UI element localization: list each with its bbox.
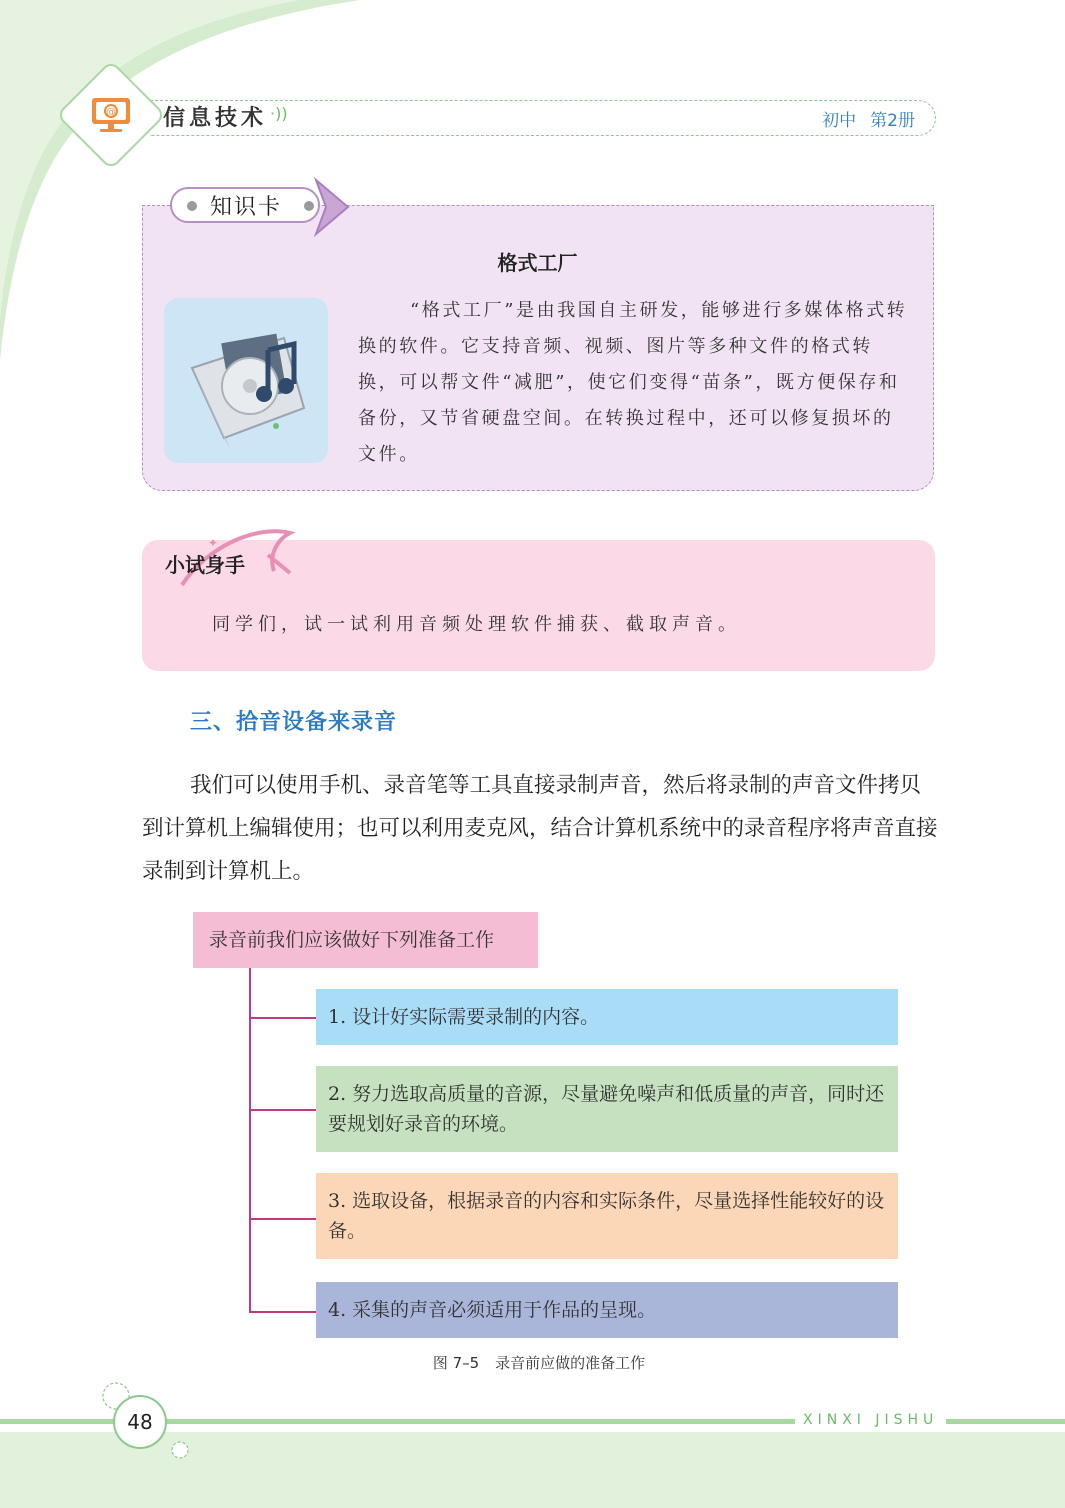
diagram-branch-line [249, 1109, 316, 1111]
tag-dot-icon [187, 201, 197, 211]
level-label: 初中 [822, 111, 857, 131]
chevron-right-icon [312, 176, 356, 238]
footer-label: XINXI JISHU [795, 1412, 946, 1428]
svg-text:✦: ✦ [208, 536, 219, 550]
diagram-item-4 [316, 1282, 898, 1338]
diagram-branch-line [249, 1017, 316, 1019]
diagram-item-text: 2. 努力选取高质量的音源，尽量避免噪声和低质量的声音，同时还要规划好录音的环境。 [328, 1083, 885, 1135]
figure-caption-text: 录音前应做的准备工作 [495, 1354, 646, 1372]
volume-label: 第2册 [870, 111, 915, 131]
diagram-item-3 [316, 1173, 898, 1259]
diagram-branch-line [249, 1218, 316, 1220]
section-paragraph-text: 我们可以使用手机、录音笔等工具直接录制声音，然后将录制的声音文件拷贝到计算机上编辑使用；也可以利用麦克风，结合计算机系统中的录音程序将声音直接录制到计算机上。 [142, 773, 938, 884]
grade-label [808, 106, 915, 131]
diagram-heading: 录音前我们应该做好下列准备工作 [193, 912, 538, 968]
format-factory-logo-icon [164, 298, 328, 463]
diagram-item-text: 4. 采集的声音必须适用于作品的呈现。 [328, 1299, 657, 1321]
diagram-branch-line [249, 1311, 316, 1313]
svg-text:@: @ [106, 107, 116, 118]
figure-number: 图 7–5 [432, 1354, 480, 1372]
diagram-item-2 [316, 1066, 898, 1152]
diagram-trunk-line [249, 968, 251, 1312]
diagram-item-text: 3. 选取设备，根据录音的内容和实际条件，尽量选择性能较好的设备。 [328, 1190, 885, 1242]
knowledge-card-label: 知识卡 [210, 195, 283, 220]
try-it-text: 同学们，试一试利用音频处理软件捕获、截取声音。 [212, 614, 741, 635]
diagram-item-text: 1. 设计好实际需要录制的内容。 [328, 1006, 600, 1028]
signal-icon: ·)) [270, 104, 288, 123]
format-factory-image [164, 298, 328, 463]
knowledge-card-title: 格式工厂 [497, 251, 578, 275]
diagram-item-1 [316, 989, 898, 1045]
computer-icon [88, 92, 134, 138]
knowledge-card-body: “格式工厂”是由我国自主研发，能够进行多媒体格式转换的软件。它支持音频、视频、图片等多种文件的格式转换，可以帮文件“减肥”，使它们变得“苗条”，既方便保存和备份，又节省硬盘空间。在转换过程中，还可以修复损坏的文件。 [358, 300, 908, 465]
section-title: 三、拾音设备来录音 [190, 709, 398, 735]
knowledge-card-text [358, 293, 908, 473]
page-number: 48 [113, 1395, 167, 1449]
section-paragraph [142, 764, 942, 893]
try-it-title: 小试身手 [165, 553, 245, 577]
subject-title: 信息技术 [163, 106, 268, 131]
figure-caption [0, 1352, 1065, 1373]
